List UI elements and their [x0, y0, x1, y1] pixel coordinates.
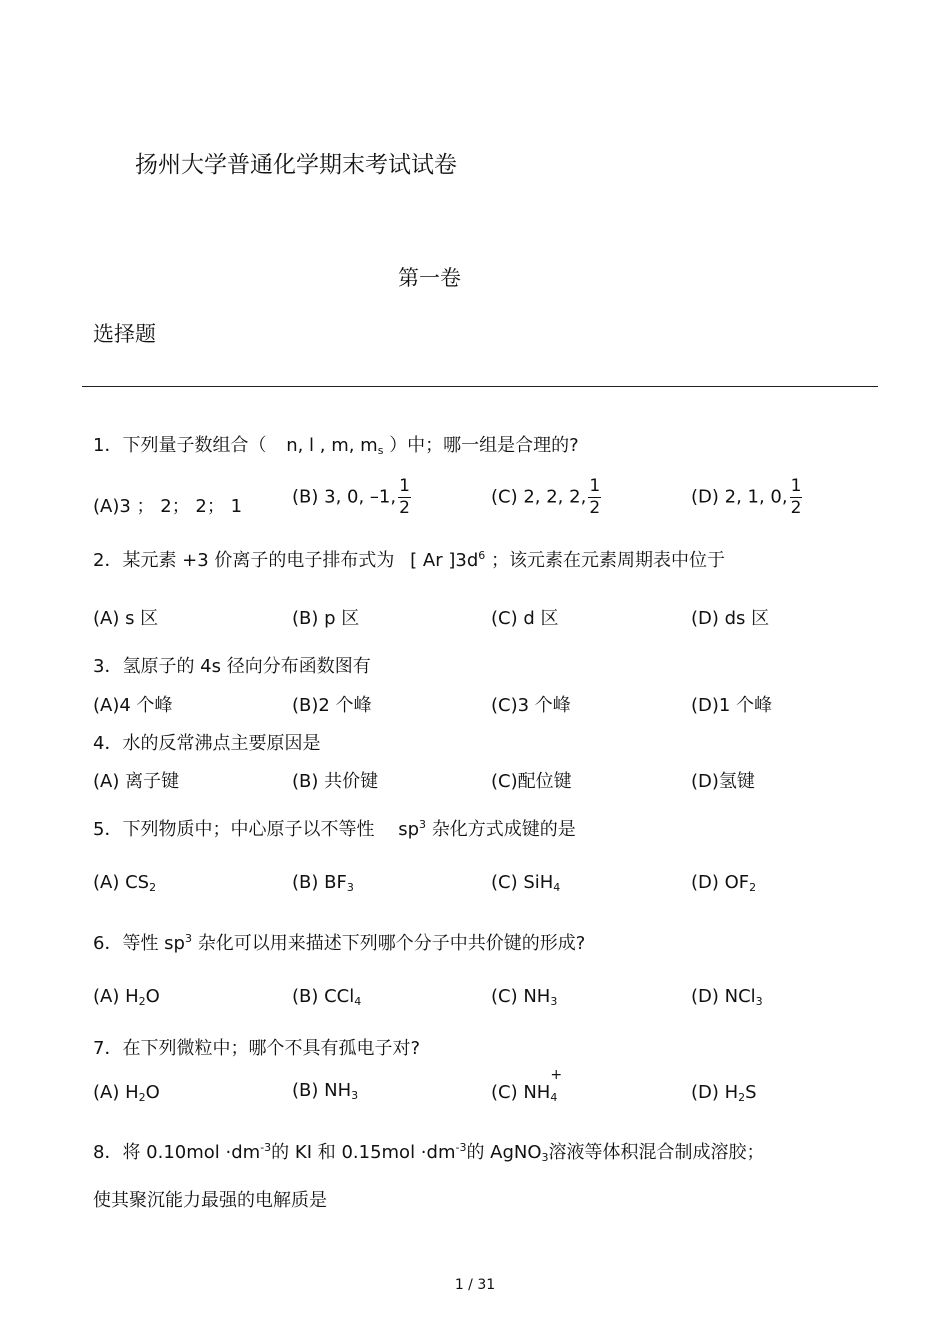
q1-option-d-fraction: $\frac{1}{2}$ [790, 476, 802, 518]
q2-stem-part-b: ；该元素在元素周期表中位于 [491, 550, 725, 571]
q6-stem-part-a: 6．等性 sp [93, 933, 185, 954]
volume-heading: 第一卷 [398, 266, 461, 290]
q1-option-a: (A)3 ； 2； 2； 1 [93, 496, 243, 517]
q2-option-c: (C) d 区 [491, 608, 559, 629]
q4-option-b: (B) 共价键 [292, 771, 379, 792]
q2-option-b: (B) p 区 [292, 608, 360, 629]
q6-stem-part-b: 杂化可以用来描述下列哪个分子中共价键的形成? [197, 933, 586, 954]
q3-option-a: (A)4 个峰 [93, 695, 173, 716]
q7-option-d: (D) $H_2S$ [691, 1082, 757, 1104]
q5-option-a: (A) $CS_2$ [93, 872, 157, 894]
question-5-stem [93, 815, 576, 841]
question-7-stem: 7．在下列微粒中；哪个不具有孤电子对? [93, 1038, 421, 1059]
q1-option-c [491, 478, 601, 517]
q6-option-c: (C) $NH_3$ [491, 986, 558, 1008]
q5-option-d: (D) $OF_2$ [691, 872, 757, 894]
page-number: 1 / 31 [454, 1277, 496, 1293]
q5-option-b: (B) $BF_3$ [292, 872, 354, 894]
q7-option-b: (B) $NH_3$ [292, 1080, 359, 1102]
page-title: 扬州大学普通化学期末考试试卷 [135, 152, 457, 178]
q6-option-b: (B) CCl$_4$ [292, 986, 362, 1008]
q3-option-b: (B)2 个峰 [292, 695, 372, 716]
q2-config-superscript: 6 [478, 549, 486, 562]
q1-option-b-fraction: $\frac{1}{2}$ [399, 476, 410, 518]
q7-option-a: (A) $H_2O$ [93, 1082, 160, 1104]
question-6-stem [93, 929, 585, 955]
q1-stem-part-a: 1．下列量子数组合（ [93, 435, 267, 456]
q2-option-d: (D) ds 区 [691, 608, 770, 629]
divider-line [82, 386, 878, 387]
q5-option-c: (C) SiH$_4$ [491, 872, 561, 894]
q5-stem-part-a: 5．下列物质中；中心原子以不等性 [93, 819, 375, 840]
q1-option-d-text: (D) 2, 1, 0, [691, 486, 788, 508]
q5-sp-label: sp [398, 819, 419, 840]
question-4-stem: 4．水的反常沸点主要原因是 [93, 733, 321, 754]
q2-stem-part-a: 2．某元素 +3 价离子的电子排布式为 [93, 550, 395, 571]
section-heading: 选择题 [93, 322, 156, 346]
q1-stem-part-b: ）中；哪一组是合理的? [389, 435, 579, 456]
question-2-stem [93, 546, 725, 572]
question-8-stem-line-2: 使其聚沉能力最强的电解质是 [93, 1190, 327, 1211]
question-1-stem [93, 431, 579, 457]
q7-option-c: (C) $NH_4$ + [491, 1067, 563, 1104]
q4-option-a: (A) 离子键 [93, 771, 180, 792]
q3-option-c: (C)3 个峰 [491, 695, 571, 716]
q1-ms-subscript: s [377, 444, 384, 457]
q4-option-d: (D)氢键 [691, 771, 755, 792]
q5-sp-superscript: 3 [419, 818, 426, 831]
q2-option-a: (A) s 区 [93, 608, 159, 629]
q1-option-c-fraction: $\frac{1}{2}$ [589, 476, 601, 518]
q1-quantum-numbers: n, l , m, m [286, 435, 378, 456]
q4-option-c: (C)配位键 [491, 771, 572, 792]
q6-option-a: (A) $H_2O$ [93, 986, 160, 1008]
q6-option-d: (D) NCl$_3$ [691, 986, 763, 1008]
question-3-stem: 3．氢原子的 4s 径向分布函数图有 [93, 656, 371, 677]
q1-option-c-text: (C) 2, 2, 2, [491, 486, 587, 508]
q1-option-b-text: (B) 3, 0, –1, [292, 486, 397, 508]
q6-sp-superscript: 3 [184, 932, 192, 945]
q1-option-d [691, 478, 802, 517]
q1-option-b [292, 478, 411, 517]
question-8-stem: 8．将 $0.10mol \cdot dm^{-3}$的 KI 和 $0.15mol \cdot dm^{-3}$的 AgNO$_3$溶液等体积混合制成溶胶； [93, 1141, 765, 1164]
q2-electron-config: [ Ar ]3d [410, 550, 479, 571]
q3-option-d: (D)1 个峰 [691, 695, 773, 716]
q5-stem-part-b: 杂化方式成键的是 [431, 819, 576, 840]
q7-charge-plus: + [550, 1067, 563, 1083]
